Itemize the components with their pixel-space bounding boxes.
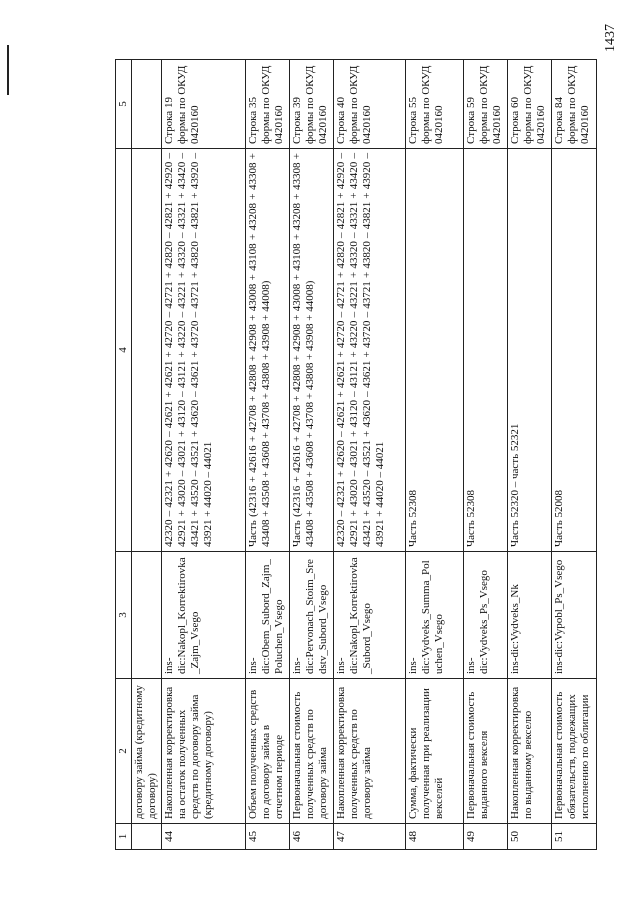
table-row <box>334 60 406 850</box>
row-number: 49 <box>464 824 508 850</box>
source-reference: Строка 84 формы по ОКУД 0420160 <box>552 60 597 149</box>
row-number: 51 <box>552 824 597 850</box>
table-row <box>162 60 246 850</box>
rotated-table-wrapper <box>115 60 591 850</box>
col-header-4: 4 <box>116 149 132 552</box>
formula: Часть 52320 – часть 52321 <box>508 149 552 552</box>
indicator-name: Первоначальная стоимость полученных средств по договору займа <box>290 679 334 824</box>
rotated-table <box>115 60 591 850</box>
table-row <box>406 60 464 850</box>
source-reference: Строка 39 формы по ОКУД 0420160 <box>290 60 334 149</box>
formula: 42320 – 42321 + 42620 – 42621 + 42621 + 42720 – 42721 + 42820 – 42821 + 42920 – 42921 + 43020 – 43021 + 43120 – 43121 + 43220 – 43221 + 43320 – 43321 + 43420 – 43421 + 43520 – 43521 + 43620 – 43621 + 43720 – 43721 + 43820 – 43821 + 43920 – 43921 + 44020 – 44021 <box>162 149 246 552</box>
source-reference: Строка 55 формы по ОКУД 0420160 <box>406 60 464 149</box>
indicator-name: Сумма, фактически полученная при реализации векселей <box>406 679 464 824</box>
formula: Часть (42316 + 42616 + 42708 + 42808 + 42908 + 43008 + 43108 + 43208 + 43308 + 43408 + 43508 + 43608 + 43708 + 43808 + 43908 + 44008) <box>290 149 334 552</box>
source-reference <box>132 60 162 149</box>
xbrl-code: ins-dic:Nakopl_Korrektirovka_Zajm_Vsego <box>162 552 246 679</box>
xbrl-code <box>132 552 162 679</box>
indicator-name: Первоначальная стоимость выданного векселя <box>464 679 508 824</box>
formula: Часть 52308 <box>406 149 464 552</box>
indicator-name: договору займа (кредитному договору) <box>132 679 162 824</box>
table-row <box>246 60 290 850</box>
indicator-name: Накопленная корректировка на остаток полученных средств по договору займа (кредитному договору) <box>162 679 246 824</box>
col-header-2: 2 <box>116 679 132 824</box>
row-number: 44 <box>162 824 246 850</box>
row-number: 47 <box>334 824 406 850</box>
source-reference: Строка 59 формы по ОКУД 0420160 <box>464 60 508 149</box>
table-row <box>290 60 334 850</box>
formula: Часть (42316 + 42616 + 42708 + 42808 + 42908 + 43008 + 43108 + 43208 + 43308 + 43408 + 43508 + 43608 + 43708 + 43808 + 43908 + 44008) <box>246 149 290 552</box>
col-header-3: 3 <box>116 552 132 679</box>
header-row <box>116 60 132 850</box>
indicator-name: Объем полученных средств по договору займа в отчетном периоде <box>246 679 290 824</box>
source-reference: Строка 35 формы по ОКУД 0420160 <box>246 60 290 149</box>
row-number: 45 <box>246 824 290 850</box>
xbrl-code: ins-dic:Nakopl_Korrektirovka_Subord_Vsego <box>334 552 406 679</box>
source-reference: Строка 60 формы по ОКУД 0420160 <box>508 60 552 149</box>
page-number: 1437 <box>603 24 618 52</box>
source-reference: Строка 19 формы по ОКУД 0420160 <box>162 60 246 149</box>
row-number: 50 <box>508 824 552 850</box>
table-row <box>132 60 162 850</box>
row-number: 48 <box>406 824 464 850</box>
formula: Часть 52008 <box>552 149 597 552</box>
table-row <box>552 60 597 850</box>
xbrl-code: ins-dic:Vypobl_Ps_Vsego <box>552 552 597 679</box>
xbrl-code: ins-dic:Vydveks_Summa_Poluchen_Vsego <box>406 552 464 679</box>
formula: 42320 – 42321 + 42620 – 42621 + 42621 + 42720 – 42721 + 42820 – 42821 + 42920 – 42921 + 43020 – 43021 + 43120 – 43121 + 43220 – 43221 + 43320 – 43321 + 43420 – 43421 + 43520 – 43521 + 43620 – 43621 + 43720 – 43721 + 43820 – 43821 + 43920 – 43921 + 44020 – 44021 <box>334 149 406 552</box>
data-table <box>115 59 597 850</box>
xbrl-code: ins-dic:Vydveks_Nk <box>508 552 552 679</box>
indicator-name: Первоначальная стоимость обязательств, подлежащих исполнению по облигации <box>552 679 597 824</box>
indicator-name: Накопленная корректировка полученных средств по договору займа <box>334 679 406 824</box>
xbrl-code: ins-dic:Vydveks_Ps_Vsego <box>464 552 508 679</box>
formula: Часть 52308 <box>464 149 508 552</box>
xbrl-code: ins-dic:Pervonach_Stoim_Sredstv_Subord_Vsego <box>290 552 334 679</box>
indicator-name: Накопленная корректировка по выданному векселю <box>508 679 552 824</box>
table-row <box>508 60 552 850</box>
col-header-1: 1 <box>116 824 132 850</box>
source-reference: Строка 40 формы по ОКУД 0420160 <box>334 60 406 149</box>
row-number: 46 <box>290 824 334 850</box>
col-header-5: 5 <box>116 60 132 149</box>
row-number <box>132 824 162 850</box>
margin-mark <box>7 45 9 95</box>
table-row <box>464 60 508 850</box>
formula <box>132 149 162 552</box>
xbrl-code: ins-dic:Obem_Subord_Zajm_Poluchen_Vsego <box>246 552 290 679</box>
